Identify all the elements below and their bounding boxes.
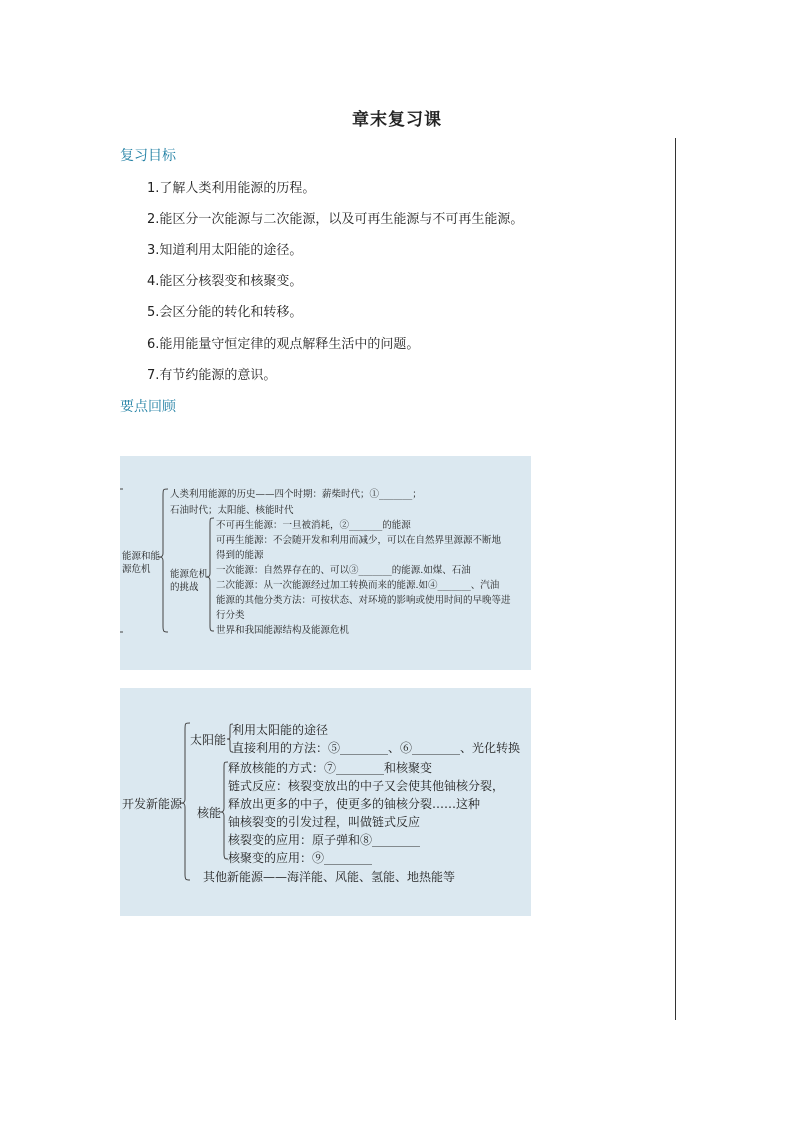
nuclear-item: 释放出更多的中子，使更多的铀核分裂……这种 xyxy=(228,797,481,811)
classification-item: 可再生能源：不会随开发和利用而减少，可以在自然界里源源不断地 xyxy=(216,535,502,546)
section-heading-goals: 复习目标 xyxy=(120,148,176,164)
history-line: 石油时代；太阳能、核能时代 xyxy=(170,505,294,516)
objective-item: 5.会区分能的转化和转移。 xyxy=(147,305,303,320)
solar-item: 利用太阳能的途径 xyxy=(232,723,329,737)
solar-node: 太阳能 xyxy=(190,733,227,747)
energy-crisis-diagram xyxy=(120,456,531,670)
nuclear-item: 核聚变的应用：⑨________ xyxy=(228,851,373,865)
objective-item: 6.能用能量守恒定律的观点解释生活中的问题。 xyxy=(147,337,420,352)
nuclear-item: 释放核能的方式：⑦________和核聚变 xyxy=(228,761,433,775)
challenge-node-line2: 的挑战 xyxy=(170,582,199,593)
new-energy-diagram xyxy=(120,688,531,916)
objective-item: 4.能区分核裂变和核聚变。 xyxy=(147,274,303,289)
page-margin-line xyxy=(675,138,676,1020)
page-title: 章末复习课 xyxy=(352,110,442,130)
classification-item: 能源的其他分类方法：可按状态、对环境的影响或使用时间的早晚等进 xyxy=(216,595,511,606)
history-line: 人类利用能源的历史——四个时期：薪柴时代；①_______； xyxy=(170,489,422,500)
solar-item: 直接利用的方法：⑤________、⑥________、光化转换 xyxy=(232,741,521,755)
nuclear-item: 链式反应：核裂变放出的中子又会使其他铀核分裂， xyxy=(228,779,505,793)
other-energy-line: 其他新能源——海洋能、风能、氢能、地热能等 xyxy=(203,870,456,884)
classification-item: 得到的能源 xyxy=(216,550,264,561)
classification-item: 世界和我国能源结构及能源危机 xyxy=(216,625,350,636)
classification-item: 一次能源：自然界存在的、可以③_______的能源.如煤、石油 xyxy=(216,565,471,576)
challenge-node-line1: 能源危机 xyxy=(170,569,209,580)
nuclear-node: 核能 xyxy=(197,806,222,820)
section-heading-review: 要点回顾 xyxy=(120,399,176,415)
objective-item: 1.了解人类利用能源的历程。 xyxy=(147,181,316,196)
objective-item: 7.有节约能源的意识。 xyxy=(147,368,277,383)
root-node-line1: 能源和能 xyxy=(122,551,161,562)
nuclear-item: 核裂变的应用：原子弹和⑧________ xyxy=(228,833,421,847)
objective-item: 3.知道利用太阳能的途径。 xyxy=(147,243,303,258)
nuclear-item: 铀核裂变的引发过程，叫做链式反应 xyxy=(228,815,421,829)
root-node: 开发新能源 xyxy=(122,797,183,811)
classification-item: 二次能源：从一次能源经过加工转换而来的能源.如④_______、汽油 xyxy=(216,580,500,591)
root-node-line2: 源危机 xyxy=(122,564,151,575)
objective-item: 2.能区分一次能源与二次能源，以及可再生能源与不可再生能源。 xyxy=(147,212,524,227)
classification-item: 不可再生能源：一旦被消耗，②_______的能源 xyxy=(216,520,411,531)
classification-item: 行分类 xyxy=(216,610,245,621)
